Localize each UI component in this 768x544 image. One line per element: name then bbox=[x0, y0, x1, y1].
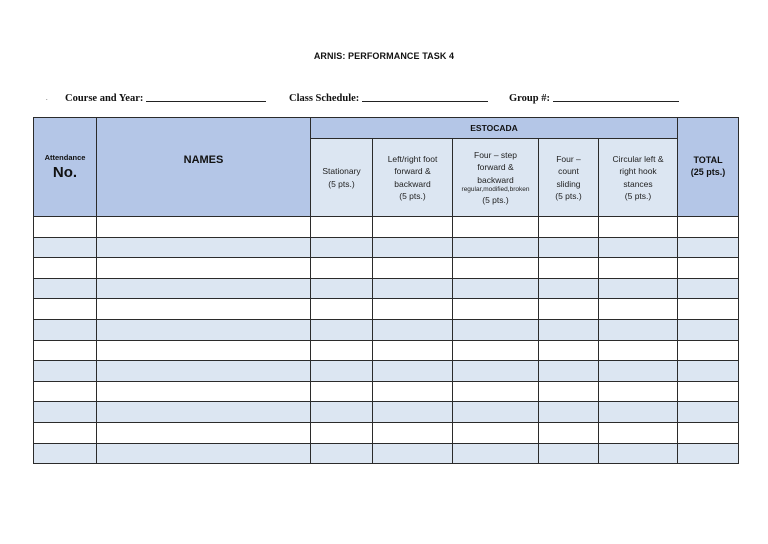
table-row bbox=[34, 278, 739, 299]
table-cell[interactable] bbox=[97, 381, 311, 402]
table-cell[interactable] bbox=[34, 319, 97, 340]
table-cell[interactable] bbox=[678, 278, 739, 299]
attendance-header bbox=[34, 118, 97, 217]
table-cell[interactable] bbox=[311, 237, 373, 258]
criteria-line: sliding bbox=[556, 178, 581, 189]
table-cell[interactable] bbox=[97, 278, 311, 299]
number-label: No. bbox=[52, 164, 78, 181]
table-row bbox=[34, 340, 739, 361]
table-cell[interactable] bbox=[599, 319, 678, 340]
table-cell[interactable] bbox=[599, 381, 678, 402]
table-cell[interactable] bbox=[453, 361, 539, 382]
table-cell[interactable] bbox=[539, 319, 599, 340]
table-cell[interactable] bbox=[453, 402, 539, 423]
group-blank[interactable] bbox=[553, 91, 679, 102]
table-cell[interactable] bbox=[453, 319, 539, 340]
table-cell[interactable] bbox=[539, 217, 599, 238]
table-cell[interactable] bbox=[539, 402, 599, 423]
table-cell[interactable] bbox=[678, 422, 739, 443]
table-cell[interactable] bbox=[539, 381, 599, 402]
table-cell[interactable] bbox=[311, 258, 373, 279]
table-cell[interactable] bbox=[599, 402, 678, 423]
table-cell[interactable] bbox=[453, 381, 539, 402]
table-cell[interactable] bbox=[34, 340, 97, 361]
criteria-line: stances bbox=[623, 178, 653, 189]
table-cell[interactable] bbox=[34, 422, 97, 443]
table-cell[interactable] bbox=[678, 340, 739, 361]
criteria-line: forward & bbox=[477, 162, 514, 173]
criteria-line: Circular left & bbox=[612, 153, 664, 164]
names-header: NAMES bbox=[97, 118, 311, 217]
table-cell[interactable] bbox=[678, 361, 739, 382]
criteria-line: (5 pts.) bbox=[399, 190, 426, 201]
table-cell[interactable] bbox=[599, 361, 678, 382]
table-cell[interactable] bbox=[311, 319, 373, 340]
table-cell[interactable] bbox=[599, 278, 678, 299]
total-label: TOTAL bbox=[693, 155, 723, 166]
table-cell[interactable] bbox=[373, 299, 453, 320]
table-cell[interactable] bbox=[311, 381, 373, 402]
table-row bbox=[34, 443, 739, 464]
criteria-line: Four – step bbox=[474, 149, 517, 160]
table-cell[interactable] bbox=[311, 299, 373, 320]
table-cell[interactable] bbox=[599, 443, 678, 464]
table-cell[interactable] bbox=[599, 422, 678, 443]
course-year-field bbox=[65, 91, 266, 104]
attendance-label: Attendance bbox=[44, 153, 86, 162]
criteria-header-4 bbox=[539, 139, 599, 217]
table-cell[interactable] bbox=[97, 422, 311, 443]
table-cell[interactable] bbox=[678, 319, 739, 340]
estocada-header: ESTOCADA bbox=[311, 118, 678, 139]
group-field bbox=[509, 91, 679, 104]
criteria-line: Four – bbox=[556, 153, 581, 164]
table-cell[interactable] bbox=[539, 340, 599, 361]
table-cell[interactable] bbox=[97, 258, 311, 279]
criteria-header-1 bbox=[311, 139, 373, 217]
table-row bbox=[34, 299, 739, 320]
table-cell[interactable] bbox=[453, 278, 539, 299]
criteria-line: Left/right foot bbox=[387, 153, 438, 164]
table-cell[interactable] bbox=[678, 258, 739, 279]
table-row bbox=[34, 422, 739, 443]
table-row bbox=[34, 402, 739, 423]
table-cell[interactable] bbox=[678, 402, 739, 423]
table-cell[interactable] bbox=[539, 299, 599, 320]
table-row bbox=[34, 237, 739, 258]
table-cell[interactable] bbox=[373, 381, 453, 402]
table-cell[interactable] bbox=[311, 443, 373, 464]
table-cell[interactable] bbox=[373, 443, 453, 464]
table-cell[interactable] bbox=[453, 217, 539, 238]
course-year-label: Course and Year: bbox=[65, 93, 144, 104]
table-cell[interactable] bbox=[34, 381, 97, 402]
criteria-line: (5 pts.) bbox=[624, 190, 652, 201]
table-cell[interactable] bbox=[34, 361, 97, 382]
page-title: ARNIS: PERFORMANCE TASK 4 bbox=[313, 51, 455, 61]
criteria-line: backward bbox=[477, 174, 514, 185]
table-row bbox=[34, 361, 739, 382]
table-cell[interactable] bbox=[373, 217, 453, 238]
table-cell[interactable] bbox=[539, 422, 599, 443]
table-row bbox=[34, 381, 739, 402]
table-cell[interactable] bbox=[599, 299, 678, 320]
table-cell[interactable] bbox=[599, 258, 678, 279]
table-cell[interactable] bbox=[311, 217, 373, 238]
table-cell[interactable] bbox=[539, 237, 599, 258]
table-cell[interactable] bbox=[373, 258, 453, 279]
table-cell[interactable] bbox=[373, 340, 453, 361]
class-schedule-label: Class Schedule: bbox=[289, 93, 360, 104]
table-cell[interactable] bbox=[453, 443, 539, 464]
table-cell[interactable] bbox=[311, 278, 373, 299]
table-cell[interactable] bbox=[373, 361, 453, 382]
table-cell[interactable] bbox=[453, 299, 539, 320]
criteria-line: count bbox=[558, 166, 579, 177]
table-cell[interactable] bbox=[539, 361, 599, 382]
table-row bbox=[34, 217, 739, 238]
table-cell[interactable] bbox=[97, 402, 311, 423]
table-cell[interactable] bbox=[311, 340, 373, 361]
table-cell[interactable] bbox=[599, 340, 678, 361]
table-cell[interactable] bbox=[34, 299, 97, 320]
table-cell[interactable] bbox=[373, 402, 453, 423]
course-year-blank[interactable] bbox=[146, 91, 266, 102]
table-cell[interactable] bbox=[97, 340, 311, 361]
bullet-mark: . bbox=[46, 96, 48, 102]
table-cell[interactable] bbox=[34, 402, 97, 423]
table-cell[interactable] bbox=[34, 258, 97, 279]
table-cell[interactable] bbox=[539, 258, 599, 279]
table-cell[interactable] bbox=[311, 361, 373, 382]
table-cell[interactable] bbox=[678, 237, 739, 258]
table-cell[interactable] bbox=[97, 443, 311, 464]
criteria-line: backward bbox=[394, 178, 431, 189]
table-cell[interactable] bbox=[453, 340, 539, 361]
class-schedule-field bbox=[289, 91, 488, 104]
table-cell[interactable] bbox=[539, 443, 599, 464]
table-cell[interactable] bbox=[373, 237, 453, 258]
table-cell[interactable] bbox=[539, 278, 599, 299]
criteria-line: right hook bbox=[619, 166, 657, 177]
table-cell[interactable] bbox=[34, 443, 97, 464]
table-cell[interactable] bbox=[97, 319, 311, 340]
grading-table bbox=[33, 117, 739, 464]
table-cell[interactable] bbox=[97, 299, 311, 320]
table-cell[interactable] bbox=[97, 361, 311, 382]
criteria-header-3 bbox=[453, 139, 539, 217]
table-cell[interactable] bbox=[97, 217, 311, 238]
table-row bbox=[34, 258, 739, 279]
table-cell[interactable] bbox=[97, 237, 311, 258]
table-cell[interactable] bbox=[453, 237, 539, 258]
table-cell[interactable] bbox=[34, 217, 97, 238]
table-row bbox=[34, 319, 739, 340]
criteria-header-5 bbox=[599, 139, 678, 217]
table-cell[interactable] bbox=[453, 258, 539, 279]
class-schedule-blank[interactable] bbox=[362, 91, 488, 102]
table-cell[interactable] bbox=[373, 278, 453, 299]
table-cell[interactable] bbox=[599, 237, 678, 258]
table-cell[interactable] bbox=[678, 381, 739, 402]
total-points: (25 pts.) bbox=[690, 167, 726, 177]
group-label: Group #: bbox=[509, 93, 550, 104]
criteria-line: (5 pts.) bbox=[328, 178, 355, 189]
table-cell[interactable] bbox=[678, 217, 739, 238]
table-cell[interactable] bbox=[678, 299, 739, 320]
table-cell[interactable] bbox=[373, 422, 453, 443]
table-cell[interactable] bbox=[678, 443, 739, 464]
table-cell[interactable] bbox=[373, 319, 453, 340]
table-cell[interactable] bbox=[453, 422, 539, 443]
total-header bbox=[678, 118, 739, 217]
table-cell[interactable] bbox=[34, 278, 97, 299]
table-cell[interactable] bbox=[311, 402, 373, 423]
criteria-points: (5 pts.) bbox=[482, 194, 509, 205]
criteria-subnote: regular,modified,broken bbox=[461, 185, 530, 193]
table-cell[interactable] bbox=[599, 217, 678, 238]
criteria-line: forward & bbox=[394, 166, 431, 177]
criteria-line: (5 pts.) bbox=[555, 190, 582, 201]
criteria-header-2 bbox=[373, 139, 453, 217]
criteria-line: Stationary bbox=[322, 166, 361, 177]
table-cell[interactable] bbox=[311, 422, 373, 443]
table-cell[interactable] bbox=[34, 237, 97, 258]
